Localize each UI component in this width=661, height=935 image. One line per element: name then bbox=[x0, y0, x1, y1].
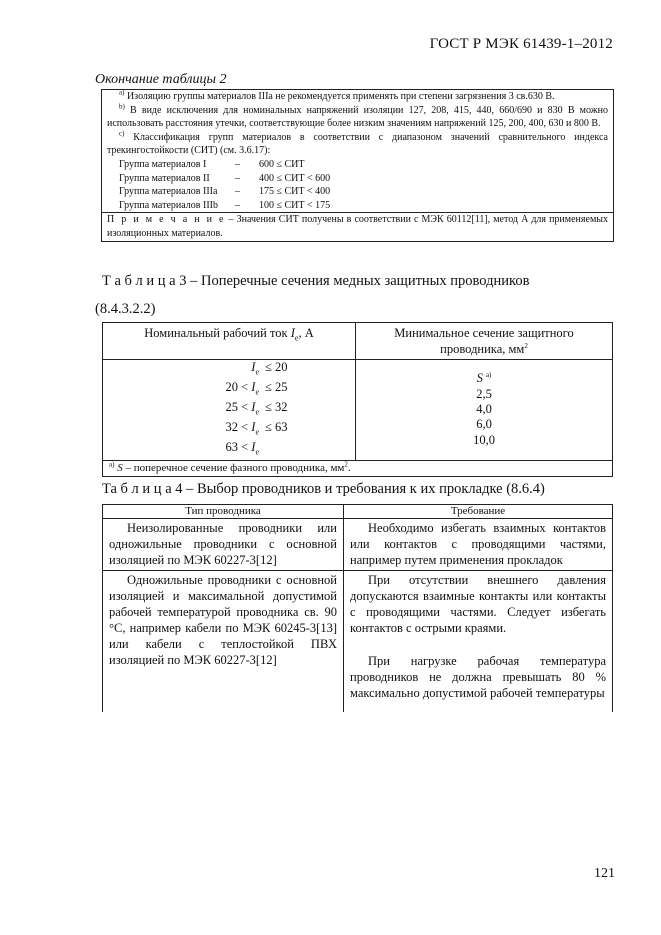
conductor-type-cell bbox=[103, 519, 344, 571]
material-group-name: Группа материалов IIIa bbox=[119, 186, 218, 198]
material-group-range: 100 ≤ СИТ < 175 bbox=[259, 199, 331, 211]
table3 bbox=[102, 322, 613, 477]
table4-col1-header: Тип проводника bbox=[103, 505, 344, 519]
footnote-b-mark: b) bbox=[119, 102, 125, 111]
footnote-c-text: Классификация групп материалов в соответствии с диапазоном значений сравнительного индекса трекингостойкости (СИТ) (см. 3.6.17): bbox=[107, 131, 608, 157]
footnote-mark: a) bbox=[109, 459, 115, 468]
table4 bbox=[102, 504, 613, 712]
conductor-type-text: Одножильные проводники с основной изоляцией и максимальной допустимой рабочей температурой проводника св. 90 °С, например кабели по МЭК 60245-3[13] или кабели с теплостойкой ПВХ изоляцией по МЭК 60227-3[12] bbox=[109, 573, 337, 667]
current-subscript: e bbox=[255, 407, 259, 417]
current-symbol: I bbox=[251, 360, 256, 374]
material-group-row bbox=[107, 199, 608, 213]
footnote-symbol: S bbox=[117, 461, 123, 474]
conductor-type-cell bbox=[103, 571, 344, 713]
requirement-text: При отсутствии внешнего давления допускаются взаимные контакты или контакты с проводящими частями. Следует избегать контактов с острыми краями. bbox=[350, 573, 606, 635]
col2-header-text: Минимальное сечение защитного проводника, мм bbox=[394, 326, 574, 356]
material-group-range: 175 ≤ СИТ < 400 bbox=[259, 186, 331, 198]
section-value: 10,0 bbox=[473, 432, 495, 447]
table3-col2-header bbox=[356, 323, 613, 360]
section-value bbox=[362, 371, 606, 386]
current-symbol: I bbox=[251, 419, 256, 434]
requirement-text: При нагрузке рабочая температура проводников не должна превышать 80 % максимально допустимой рабочей температуры bbox=[350, 654, 606, 700]
current-symbol: I bbox=[251, 399, 256, 414]
table-row bbox=[103, 571, 613, 713]
section-value: 6,0 bbox=[476, 417, 492, 432]
footnote-a bbox=[107, 90, 608, 104]
table-row bbox=[103, 519, 613, 571]
col2-header-sup: 2 bbox=[524, 341, 528, 350]
current-upper-bound: ≤ 63 bbox=[265, 419, 288, 434]
current-upper-bound: ≤ 25 bbox=[265, 379, 288, 394]
standard-header: ГОСТ Р МЭК 61439-1–2012 bbox=[429, 36, 613, 52]
material-group-dash: – bbox=[235, 199, 240, 211]
requirement-text: Необходимо избегать взаимных контактов или контактов с проводящими частями, например путем применения прокладок bbox=[350, 521, 606, 567]
current-lower-bound: 63 < bbox=[225, 439, 249, 454]
current-lower-bound: 32 < bbox=[225, 419, 249, 434]
requirement-cell bbox=[344, 571, 613, 713]
material-group-row bbox=[107, 185, 608, 199]
table4-caption: Та б л и ц а 4 – Выбор проводников и требования к их прокладке (8.6.4) bbox=[102, 481, 545, 497]
section-footnote-mark: a) bbox=[485, 371, 492, 380]
conductor-type-text: Неизолированные проводники или одножильные проводники с основной изоляцией по МЭК 60227-3[12] bbox=[109, 521, 337, 567]
footnote-end: . bbox=[347, 461, 351, 474]
current-symbol: I bbox=[290, 326, 295, 340]
table3-reference: (8.4.3.2.2) bbox=[95, 301, 156, 317]
material-group-row bbox=[107, 158, 608, 172]
material-group-row bbox=[107, 172, 608, 186]
table2-footnotes-cell bbox=[102, 90, 614, 213]
requirement-cell bbox=[344, 519, 613, 571]
col1-header-text: Номинальный рабочий ток bbox=[144, 326, 291, 340]
material-group-name: Группа материалов I bbox=[119, 158, 207, 170]
material-group-range: 400 ≤ СИТ < 600 bbox=[259, 172, 331, 184]
current-lower-bound: 25 < bbox=[225, 399, 249, 414]
current-subscript: e bbox=[255, 367, 259, 377]
section-value: 4,0 bbox=[476, 402, 492, 417]
table-row bbox=[109, 420, 349, 440]
current-subscript: e bbox=[255, 447, 259, 457]
footnote-text: – поперечное сечение фазного проводника, мм bbox=[122, 461, 345, 474]
table3-section-column bbox=[356, 360, 613, 461]
footnote-c bbox=[107, 131, 608, 158]
table3-col1-header bbox=[103, 323, 356, 360]
material-group-dash: – bbox=[235, 172, 240, 184]
col1-header-unit: , А bbox=[298, 326, 314, 340]
table-row bbox=[109, 400, 349, 420]
current-subscript: e bbox=[294, 333, 299, 343]
table-row bbox=[109, 360, 349, 380]
page-number: 121 bbox=[594, 866, 615, 881]
table3-footnote bbox=[103, 460, 613, 476]
material-group-dash: – bbox=[235, 186, 240, 198]
table2-note bbox=[102, 213, 614, 241]
current-lower-bound: 20 < bbox=[225, 379, 249, 394]
table4-col2-header: Требование bbox=[344, 505, 613, 519]
material-group-name: Группа материалов IIIb bbox=[119, 199, 218, 211]
footnote-a-mark: a) bbox=[119, 88, 125, 97]
material-group-range: 600 ≤ СИТ bbox=[259, 158, 305, 170]
section-symbol: S bbox=[476, 371, 483, 386]
current-symbol: I bbox=[251, 439, 256, 454]
footnote-b bbox=[107, 104, 608, 131]
current-upper-bound: ≤ 32 bbox=[265, 399, 288, 414]
table3-current-column bbox=[103, 360, 356, 461]
material-group-name: Группа материалов II bbox=[119, 172, 210, 184]
footnote-c-mark: c) bbox=[119, 129, 125, 138]
footnote-a-text: Изоляцию группы материалов IIIа не рекомендуется применять при степени загрязнения 3 св.630 В. bbox=[126, 91, 555, 102]
note-label: П р и м е ч а н и е bbox=[107, 214, 226, 226]
table-row bbox=[109, 440, 349, 460]
footnote-sup: 2 bbox=[344, 459, 348, 468]
table2-footnotes bbox=[101, 89, 614, 242]
table3-caption: Т а б л и ц а 3 – Поперечные сечения медных защитных проводников bbox=[102, 273, 530, 289]
note-text: – Значения СИТ получены в соответствии с МЭК 60112[11], метод А для применяемых изоляционных материалов. bbox=[107, 214, 608, 239]
current-subscript: e bbox=[255, 427, 259, 437]
footnote-b-text: В виде исключения для номинальных напряжений изоляции 127, 208, 415, 440, 660/690 и 830 В можно использовать расстояния утечки, соответствующие более низким значениям напряжений 125, 200, 400, 630 и 800 В. bbox=[107, 104, 609, 130]
current-upper-bound: ≤ 20 bbox=[265, 360, 288, 374]
table2-continuation-title: Окончание таблицы 2 bbox=[95, 72, 227, 87]
section-value: 2,5 bbox=[476, 386, 492, 401]
table-row bbox=[109, 380, 349, 400]
current-symbol: I bbox=[251, 379, 256, 394]
material-group-dash: – bbox=[235, 158, 240, 170]
current-subscript: e bbox=[255, 387, 259, 397]
